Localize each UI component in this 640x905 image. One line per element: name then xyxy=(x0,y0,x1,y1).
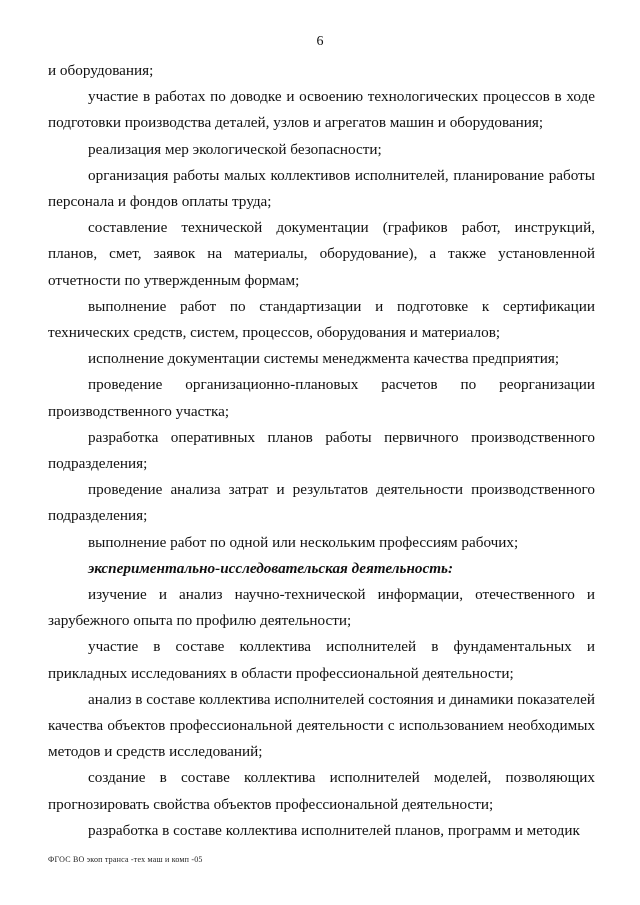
paragraph-8: проведение организационно-плановых расчетов по реорганизации производственного участка; xyxy=(48,376,595,420)
paragraph-13: изучение и анализ научно-технической информации, отечественного и зарубежного опыта по профилю деятельности; xyxy=(48,586,595,630)
paragraph-16: создание в составе коллектива исполнителей моделей, позволяющих прогнозировать свойства объектов профессиональной деятельности; xyxy=(48,769,595,813)
paragraph-2: участие в работах по доводке и освоению технологических процессов в ходе подготовки производства деталей, узлов и агрегатов машин и оборудования; xyxy=(48,88,595,132)
paragraph-10: проведение анализа затрат и результатов деятельности производственного подразделения; xyxy=(48,481,595,525)
paragraph-5: составление технической документации (графиков работ, инструкций, планов, смет, заявок на материалы, оборудование), а также установленной отчетности по утвержденным формам; xyxy=(48,219,595,289)
section-heading: экспериментально-исследовательская деятельность: xyxy=(88,559,454,577)
paragraph-14: участие в составе коллектива исполнителей в фундаментальных и прикладных исследованиях в области профессиональной деятельности; xyxy=(48,638,595,682)
paragraph-6: выполнение работ по стандартизации и подготовке к сертификации технических средств, систем, процессов, оборудования и материалов; xyxy=(48,297,595,342)
footer-code: ФГОС ВО экоп транса -тех маш и комп -05 xyxy=(48,855,203,864)
document-body xyxy=(48,58,595,844)
paragraph-9: разработка оперативных планов работы первичного производственного подразделения; xyxy=(48,428,595,473)
paragraph-7: исполнение документации системы менеджмента качества предприятия; xyxy=(88,350,560,368)
paragraph-11: выполнение работ по одной или нескольким профессиям рабочих; xyxy=(88,533,519,551)
paragraph-17: разработка в составе коллектива исполнителей планов, программ и методик xyxy=(88,821,580,839)
paragraph-4: организация работы малых коллективов исполнителей, планирование работы персонала и фондов оплаты труда; xyxy=(48,166,595,211)
paragraph-3: реализация мер экологической безопасности; xyxy=(88,140,382,158)
paragraph-1: и оборудования; xyxy=(48,62,154,79)
paragraph-15: анализ в составе коллектива исполнителей состояния и динамики показателей качества объектов профессиональной деятельности с использованием необходимых методов и средств исследований; xyxy=(48,690,595,761)
page-number: 6 xyxy=(316,34,324,49)
